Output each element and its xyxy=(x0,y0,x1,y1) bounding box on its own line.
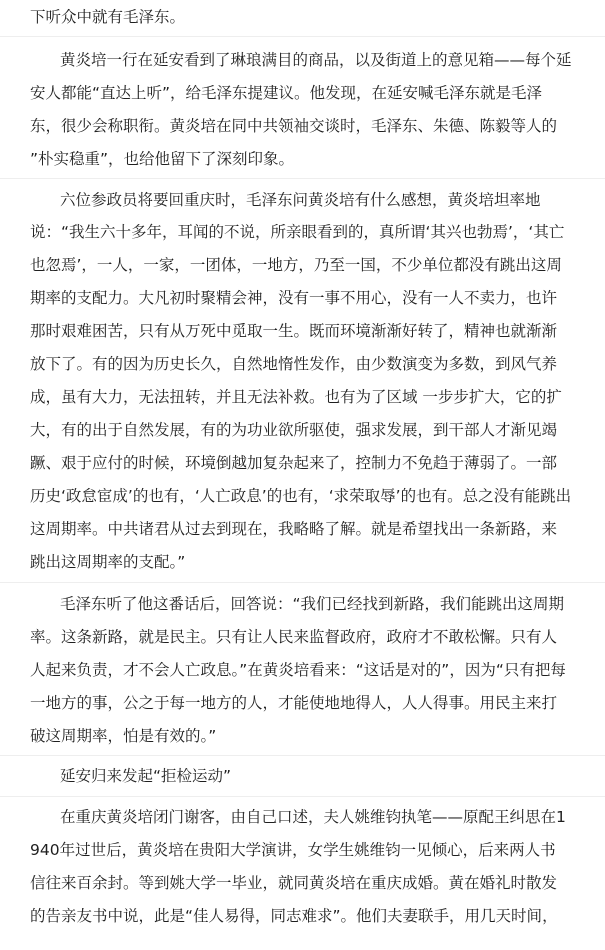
text-line: 下听众中就有毛泽东。 xyxy=(30,8,186,26)
paragraph-separator xyxy=(0,178,605,179)
text-line: 的告亲友书中说，此是“佳人易得，同志难求”。他们夫妻联手，用几天时间， xyxy=(30,907,558,925)
text-line: 期率的支配力。大凡初时聚精会神，没有一事不用心，没有一人不卖力，也许 xyxy=(30,289,558,307)
text-line: 黄炎培一行在延安看到了琳琅满目的商品，以及街道上的意见箱——每个延 xyxy=(60,51,572,69)
text-line: 东，很少会称职衔。黄炎培在同中共领袖交谈时，毛泽东、朱德、陈毅等人的 xyxy=(30,117,558,135)
text-line: 安人都能“直达上听”，给毛泽东提建议。他发现，在延安喊毛泽东就是毛泽 xyxy=(30,84,543,102)
text-line: 那时艰难困苦，只有从万死中觅取一生。既而环境渐渐好转了，精神也就渐渐 xyxy=(30,322,558,340)
text-line: 一地方的事，公之于每一地方的人，才能使地地得人，人人得事。用民主来打 xyxy=(30,694,558,712)
paragraph-separator xyxy=(0,755,605,756)
text-line: 也忽焉’，一人，一家，一团体，一地方，乃至一国，不少单位都没有跳出这周 xyxy=(30,256,562,274)
text-line: 大，有的出于自然发展，有的为功业欲所驱使，强求发展，到干部人才渐见竭 xyxy=(30,421,558,439)
text-line: 率。这条新路，就是民主。只有让人民来监督政府，政府才不敢松懈。只有人 xyxy=(30,628,558,646)
text-line: 放下了。有的因为历史长久，自然地惰性发作，由少数演变为多数，到风气养 xyxy=(30,355,558,373)
text-line: 在重庆黄炎培闭门谢客，由自己口述，夫人姚维钧执笔——原配王纠思在1 xyxy=(60,808,566,826)
text-line: 跳出这周期率的支配。” xyxy=(30,553,186,571)
text-line: 940年过世后，黄炎培在贵阳大学演讲，女学生姚维钧一见倾心，后来两人书 xyxy=(30,841,556,859)
text-line: 成，虽有大力，无法扭转，并且无法补救。也有为了区域 一步步扩大，它的扩 xyxy=(30,388,562,406)
section-heading: 延安归来发起“拒检运动” xyxy=(60,767,232,785)
text-line: 说：“我生六十多年，耳闻的不说，所亲眼看到的，真所谓‘其兴也勃焉’，‘其亡 xyxy=(30,223,565,241)
text-line: 蹶、艰于应付的时候，环境倒越加复杂起来了，控制力不免趋于薄弱了。一部 xyxy=(30,454,558,472)
text-line: 破这周期率，怕是有效的。” xyxy=(30,727,217,745)
text-line: 人起来负责，才不会人亡政息。”在黄炎培看来：“这话是对的”，因为“只有把每 xyxy=(30,661,566,679)
text-line: 六位参政员将要回重庆时，毛泽东问黄炎培有什么感想，黄炎培坦率地 xyxy=(60,191,541,209)
text-line: 信往来百余封。等到姚大学一毕业，就同黄炎培在重庆成婚。黄在婚礼时散发 xyxy=(30,874,558,892)
paragraph-separator xyxy=(0,36,605,37)
paragraph-separator xyxy=(0,582,605,583)
paragraph-separator xyxy=(0,796,605,797)
text-line: 这周期率。中共诸君从过去到现在，我略略了解。就是希望找出一条新路，来 xyxy=(30,520,558,538)
text-line: 历史‘政怠宦成’的也有，‘人亡政息’的也有，‘求荣取辱’的也有。总之没有能跳出 xyxy=(30,487,572,505)
text-line: ”朴实稳重”，也给他留下了深刻印象。 xyxy=(30,150,295,168)
text-line: 毛泽东听了他这番话后，回答说：“我们已经找到新路，我们能跳出这周期 xyxy=(60,595,565,613)
